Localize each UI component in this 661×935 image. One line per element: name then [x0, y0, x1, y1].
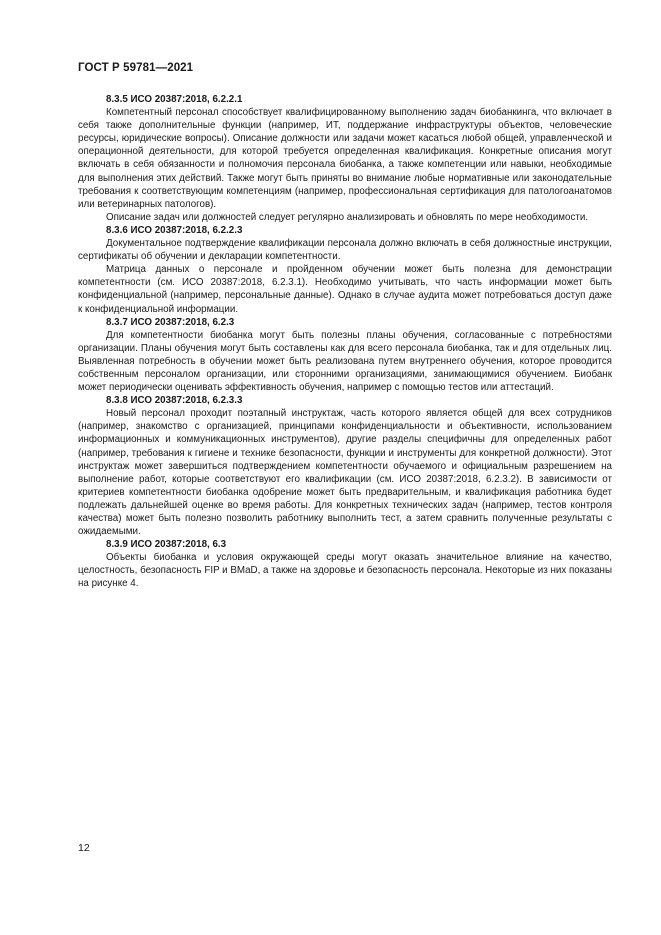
section-8-3-7: [78, 316, 612, 395]
section-heading: 8.3.8 ИСО 20387:2018, 6.2.3.3: [106, 395, 243, 407]
page-number: 12: [78, 842, 90, 854]
paragraph: Документальное подтверждение квалификации персонала должно включать в себя должностные инструкции, сертификаты об обучении и декларации компетентности.: [78, 238, 612, 263]
section-heading: 8.3.7 ИСО 20387:2018, 6.2.3: [106, 316, 235, 328]
paragraph: Матрица данных о персонале и пройденном обучении может быть полезна для демонстрации компетентности (см. ИСО 20387:2018, 6.2.3.1). Необходимо учитывать, что часть информации может быть конфиденциальной (например, персональные данные). Однако в случае аудита может потребоваться доступ даже к конфиденциальной информации.: [78, 264, 612, 315]
section-heading: 8.3.5 ИСО 20387:2018, 6.2.2.1: [106, 94, 243, 105]
section-8-3-6: [78, 224, 612, 316]
section-8-3-8: [78, 394, 612, 538]
paragraph: Новый персонал проходит поэтапный инструктаж, часть которого является общей для всех сотрудников (например, знакомство с организацией, принципами конфиденциальности и объективности, использованием информационных и коммуникационных инструментов), другие разделы специфичны для определенных работ (например, требования к гигиене и технике безопасности, функции и инструменты для конкретной должности). Этот инструктаж может завершиться подтверждением компетентности обучаемого и официальным разрешением на выполнение работ, которые соответствуют его квалификации (см. ИСО 20387:2018, 6.2.3.2). В зависимости от критериев компетентности биобанка одобрение может быть предварительным, и квалификация работника будет подлежать дальнейшей оценке во время работы. Для конкретных технических задач (например, тестов контроля качества) может быть полезно позволить работнику выполнить тест, а затем сравнить полученные результаты с ожидаемыми.: [78, 408, 612, 538]
section-8-3-5: [78, 93, 612, 224]
section-heading: 8.3.9 ИСО 20387:2018, 6.3: [106, 539, 227, 551]
document-header: ГОСТ Р 59781—2021: [78, 62, 194, 74]
section-heading: 8.3.6 ИСО 20387:2018, 6.2.2.3: [106, 224, 243, 236]
paragraph: Объекты биобанка и условия окружающей среды могут оказать значительное влияние на качество, целостность, безопасность FIP и BMaD, а также на здоровье и безопасность персонала. Некоторые из них показаны на рисунке 4.: [78, 552, 612, 590]
section-8-3-9: [78, 538, 612, 590]
paragraph: Для компетентности биобанка могут быть полезны планы обучения, согласованные с потребностями организации. Планы обучения могут быть составлены как для всего персонала биобанка, так и для отдельных лиц. Выявленная потребность в обучении может быть реализована путем внутреннего обучения, которое проводится собственным персоналом организации, или сторонними организациями, занимающимися обучением. Биобанк может периодически оценивать эффективность обучения, например с помощью тестов или аттестаций.: [78, 329, 612, 394]
paragraph: Описание задач или должностей следует регулярно анализировать и обновлять по мере необходимости.: [106, 211, 589, 223]
paragraph: Компетентный персонал способствует квалифицированному выполнению задач биобанкинга, что включает в себя также дополнительные функции (например, ИТ, поддержание инфраструктуры объектов, человеческие ресурсы, юридические вопросы). Описание должности или задачи может касаться любой общей, управленческой и операционной деятельности, для которой требуется определенная квалификация. Конкретные описания могут включать в себя обязанности и полномочия персонала биобанка, а также компетенции или навыки, необходимые для выполнения этих действий. Также могут быть приняты во внимание любые нормативные или законодательные требования к соответствующим компетенциям (например, профессиональная сертификация для патологоанатомов или ветеринарных патологов).: [78, 107, 612, 210]
document-body: [78, 93, 612, 591]
